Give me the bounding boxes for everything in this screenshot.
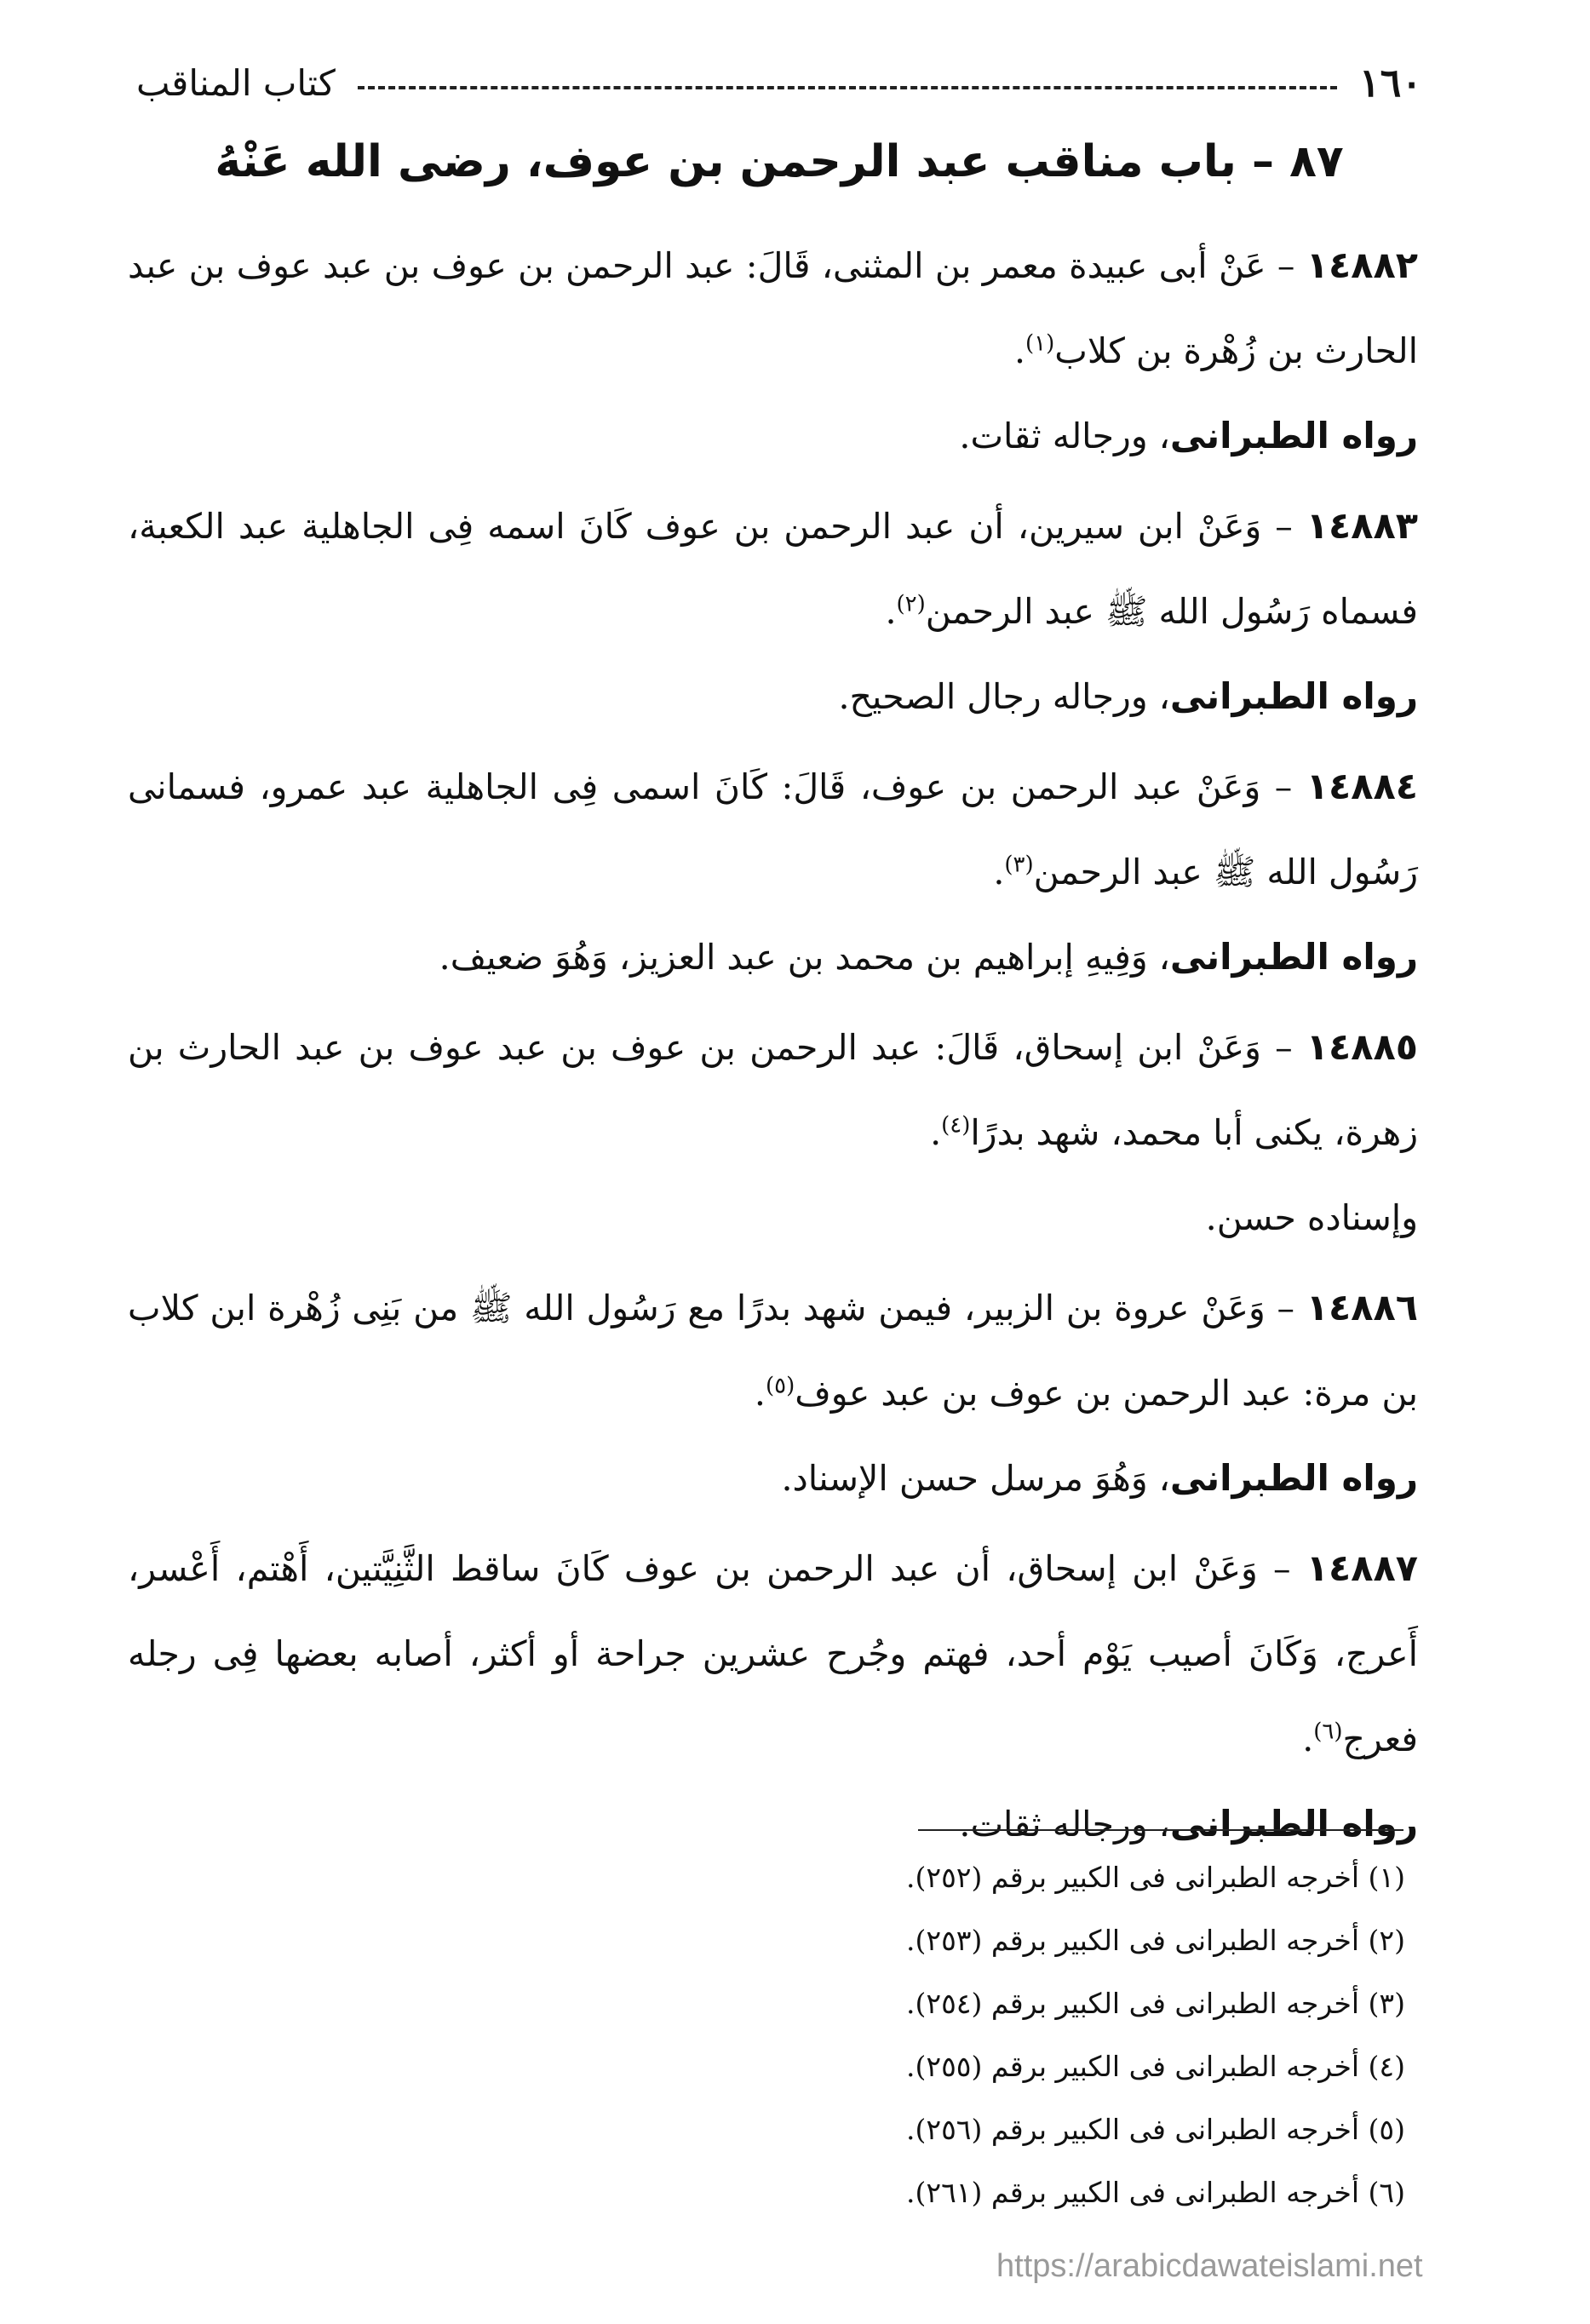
hadith-end: . <box>754 1373 766 1414</box>
hadith-text: – وَعَنْ عروة بن الزبير، فيمن شهد بدرًا مع رَسُول الله ﷺ من بَنِى زُهْرة ابن كلاب بن مرة: عبد الرحمن بن عوف بن عبد عوف <box>128 1288 1418 1414</box>
footnote: (١) أخرجه الطبرانى فى الكبير برقم (٢٥٢). <box>905 1861 1405 1894</box>
grading-source: رواه الطبرانى <box>1169 415 1418 456</box>
grading-source: رواه الطبرانى <box>1169 936 1418 978</box>
hadith-end: . <box>930 1112 942 1153</box>
hadith-grading <box>128 393 1418 479</box>
footnote-marker: (٢) <box>896 591 926 617</box>
footnote: (٢) أخرجه الطبرانى فى الكبير برقم (٢٥٣). <box>905 1924 1405 1957</box>
footnote: (٣) أخرجه الطبرانى فى الكبير برقم (٢٥٤). <box>905 1987 1405 2020</box>
grading-text: ، وَهُوَ مرسل حسن الإسناد. <box>781 1458 1170 1499</box>
hadith-grading <box>128 654 1418 739</box>
hadith-entry <box>128 484 1418 654</box>
grading-text: وإسناده حسن. <box>1205 1197 1418 1238</box>
footnote-marker: (١) <box>1025 330 1055 357</box>
page-number: ١٦٠ <box>1358 60 1422 106</box>
grading-text: ، ورجاله ثقات. <box>959 416 1170 456</box>
grading-text: ، ورجاله ثقات. <box>959 1804 1170 1845</box>
grading-source: رواه الطبرانى <box>1169 1803 1418 1845</box>
chapter-heading: ٨٧ – باب مناقب عبد الرحمن بن عوف، رضى الله عَنْهُ <box>215 136 1344 187</box>
hadith-grading <box>128 1436 1418 1521</box>
hadith-number: ١٤٨٨٢ <box>1306 244 1418 287</box>
hadith-grading <box>128 1175 1418 1260</box>
hadith-end: . <box>993 852 1005 892</box>
footnote-marker: (٤) <box>941 1112 971 1139</box>
hadith-text: – وَعَنْ ابن إسحاق، قَالَ: عبد الرحمن بن عوف بن عبد عوف بن عبد الحارث بن زهرة، يكنى أبا محمد، شهد بدرًا <box>128 1027 1418 1153</box>
hadith-entry <box>128 1265 1418 1436</box>
running-header <box>136 53 1422 112</box>
book-title: كتاب المناقب <box>136 61 336 104</box>
grading-text: ، وَفِيهِ إبراهيم بن محمد بن عبد العزيز، وَهُوَ ضعيف. <box>439 937 1170 978</box>
footnote-marker: (٣) <box>1004 852 1034 878</box>
footnote-list <box>596 1846 1405 2224</box>
grading-source: رواه الطبرانى <box>1169 1457 1418 1499</box>
footnote-separator <box>918 1829 1403 1831</box>
hadith-number: ١٤٨٨٤ <box>1306 766 1418 808</box>
hadith-list <box>128 223 1418 1872</box>
footnote-marker: (٦) <box>1313 1719 1343 1745</box>
hadith-number: ١٤٨٨٣ <box>1306 505 1418 548</box>
hadith-end: . <box>1302 1719 1314 1759</box>
grading-text: ، ورجاله رجال الصحيح. <box>838 676 1170 717</box>
footnote: (٥) أخرجه الطبرانى فى الكبير برقم (٢٥٦). <box>905 2113 1405 2146</box>
hadith-end: . <box>885 591 897 632</box>
hadith-text: – وَعَنْ ابن إسحاق، أن عبد الرحمن بن عوف كَانَ ساقط الثَّنِيَّتين، أَهْتم، أَعْسر، أَعرج، وَكَانَ أصيب يَوْم أحد، فهتم وجُرح عشرين جراحة أو أكثر، أصابه بعضها فِى رجله فعرج <box>128 1548 1418 1759</box>
hadith-number: ١٤٨٨٧ <box>1306 1547 1418 1590</box>
hadith-number: ١٤٨٨٦ <box>1306 1287 1418 1329</box>
hadith-end: . <box>1013 330 1025 371</box>
footnote: (٦) أخرجه الطبرانى فى الكبير برقم (٢٦١). <box>905 2176 1405 2209</box>
grading-source: رواه الطبرانى <box>1169 675 1418 717</box>
hadith-text: – عَنْ أبى عبيدة معمر بن المثنى، قَالَ: عبد الرحمن بن عوف بن عبد عوف بن عبد الحارث بن زُهْرة بن كلاب <box>128 245 1418 371</box>
footnote-marker: (٥) <box>765 1373 795 1399</box>
hadith-entry <box>128 744 1418 915</box>
source-watermark: https://arabicdawateislami.net <box>996 2248 1423 2284</box>
hadith-text: – وَعَنْ ابن سيرين، أن عبد الرحمن بن عوف كَانَ اسمه فِى الجاهلية عبد الكعبة، فسماه رَسُول الله ﷺ عبد الرحمن <box>128 506 1418 632</box>
header-dashed-rule <box>358 86 1337 89</box>
hadith-text: – وَعَنْ عبد الرحمن بن عوف، قَالَ: كَانَ اسمى فِى الجاهلية عبد عمرو، فسمانى رَسُول الله ﷺ عبد الرحمن <box>128 766 1418 892</box>
hadith-entry <box>128 223 1418 393</box>
hadith-entry <box>128 1526 1418 1782</box>
hadith-entry <box>128 1005 1418 1175</box>
hadith-number: ١٤٨٨٥ <box>1306 1026 1418 1069</box>
hadith-grading <box>128 915 1418 1000</box>
footnote: (٤) أخرجه الطبرانى فى الكبير برقم (٢٥٥). <box>905 2050 1405 2083</box>
